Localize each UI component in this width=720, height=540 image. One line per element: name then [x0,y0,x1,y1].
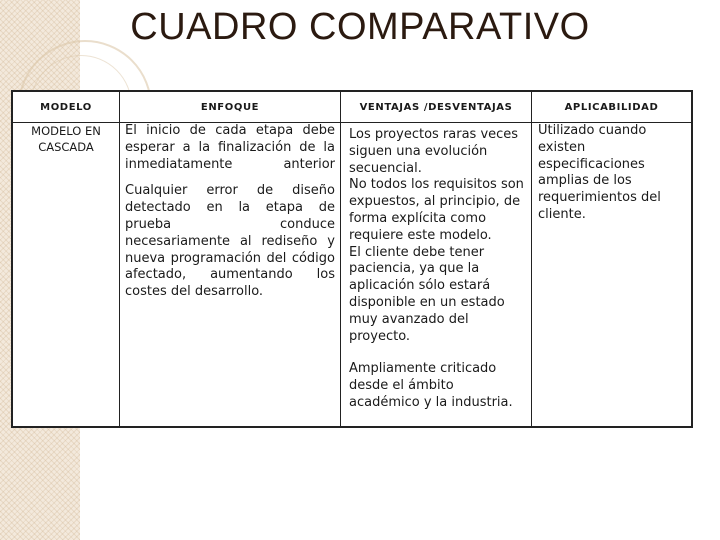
cell-aplicabilidad: Utilizado cuando existen especificaciones amplias de los requerimientos del cliente. [532,123,693,428]
header-ventajas: VENTAJAS /DESVENTAJAS [341,91,532,123]
ventaja-item: Ampliamente criticado desde el ámbito académico y la industria. [349,361,513,410]
page-title: CUADRO COMPARATIVO [130,6,590,48]
cell-modelo: MODELO EN CASCADA [12,123,120,428]
enfoque-paragraph: Cualquier error de diseño detectado en la etapa de prueba conduce necesariamente al rediseño y nueva programación del código afectado, aumentando los costes del desarrollo. [125,183,335,300]
header-row [12,91,692,123]
header-aplicabilidad: APLICABILIDAD [532,91,693,123]
ventaja-item: No todos los requisitos son expuestos, al principio, de forma explícita como requiere este modelo. [349,177,524,243]
table-row [12,123,692,428]
comparison-table [11,90,693,428]
header-modelo: MODELO [12,91,120,123]
header-enfoque: ENFOQUE [120,91,341,123]
ventaja-item: Los proyectos raras veces siguen una evolución secuencial. [349,127,519,176]
cell-enfoque [120,123,341,428]
cell-ventajas [341,123,532,428]
ventaja-item: El cliente debe tener paciencia, ya que la aplicación sólo estará disponible en un estado muy avanzado del proyecto. [349,244,505,344]
enfoque-paragraph: El inicio de cada etapa debe esperar a la finalización de la inmediatamente anterior [125,123,335,172]
